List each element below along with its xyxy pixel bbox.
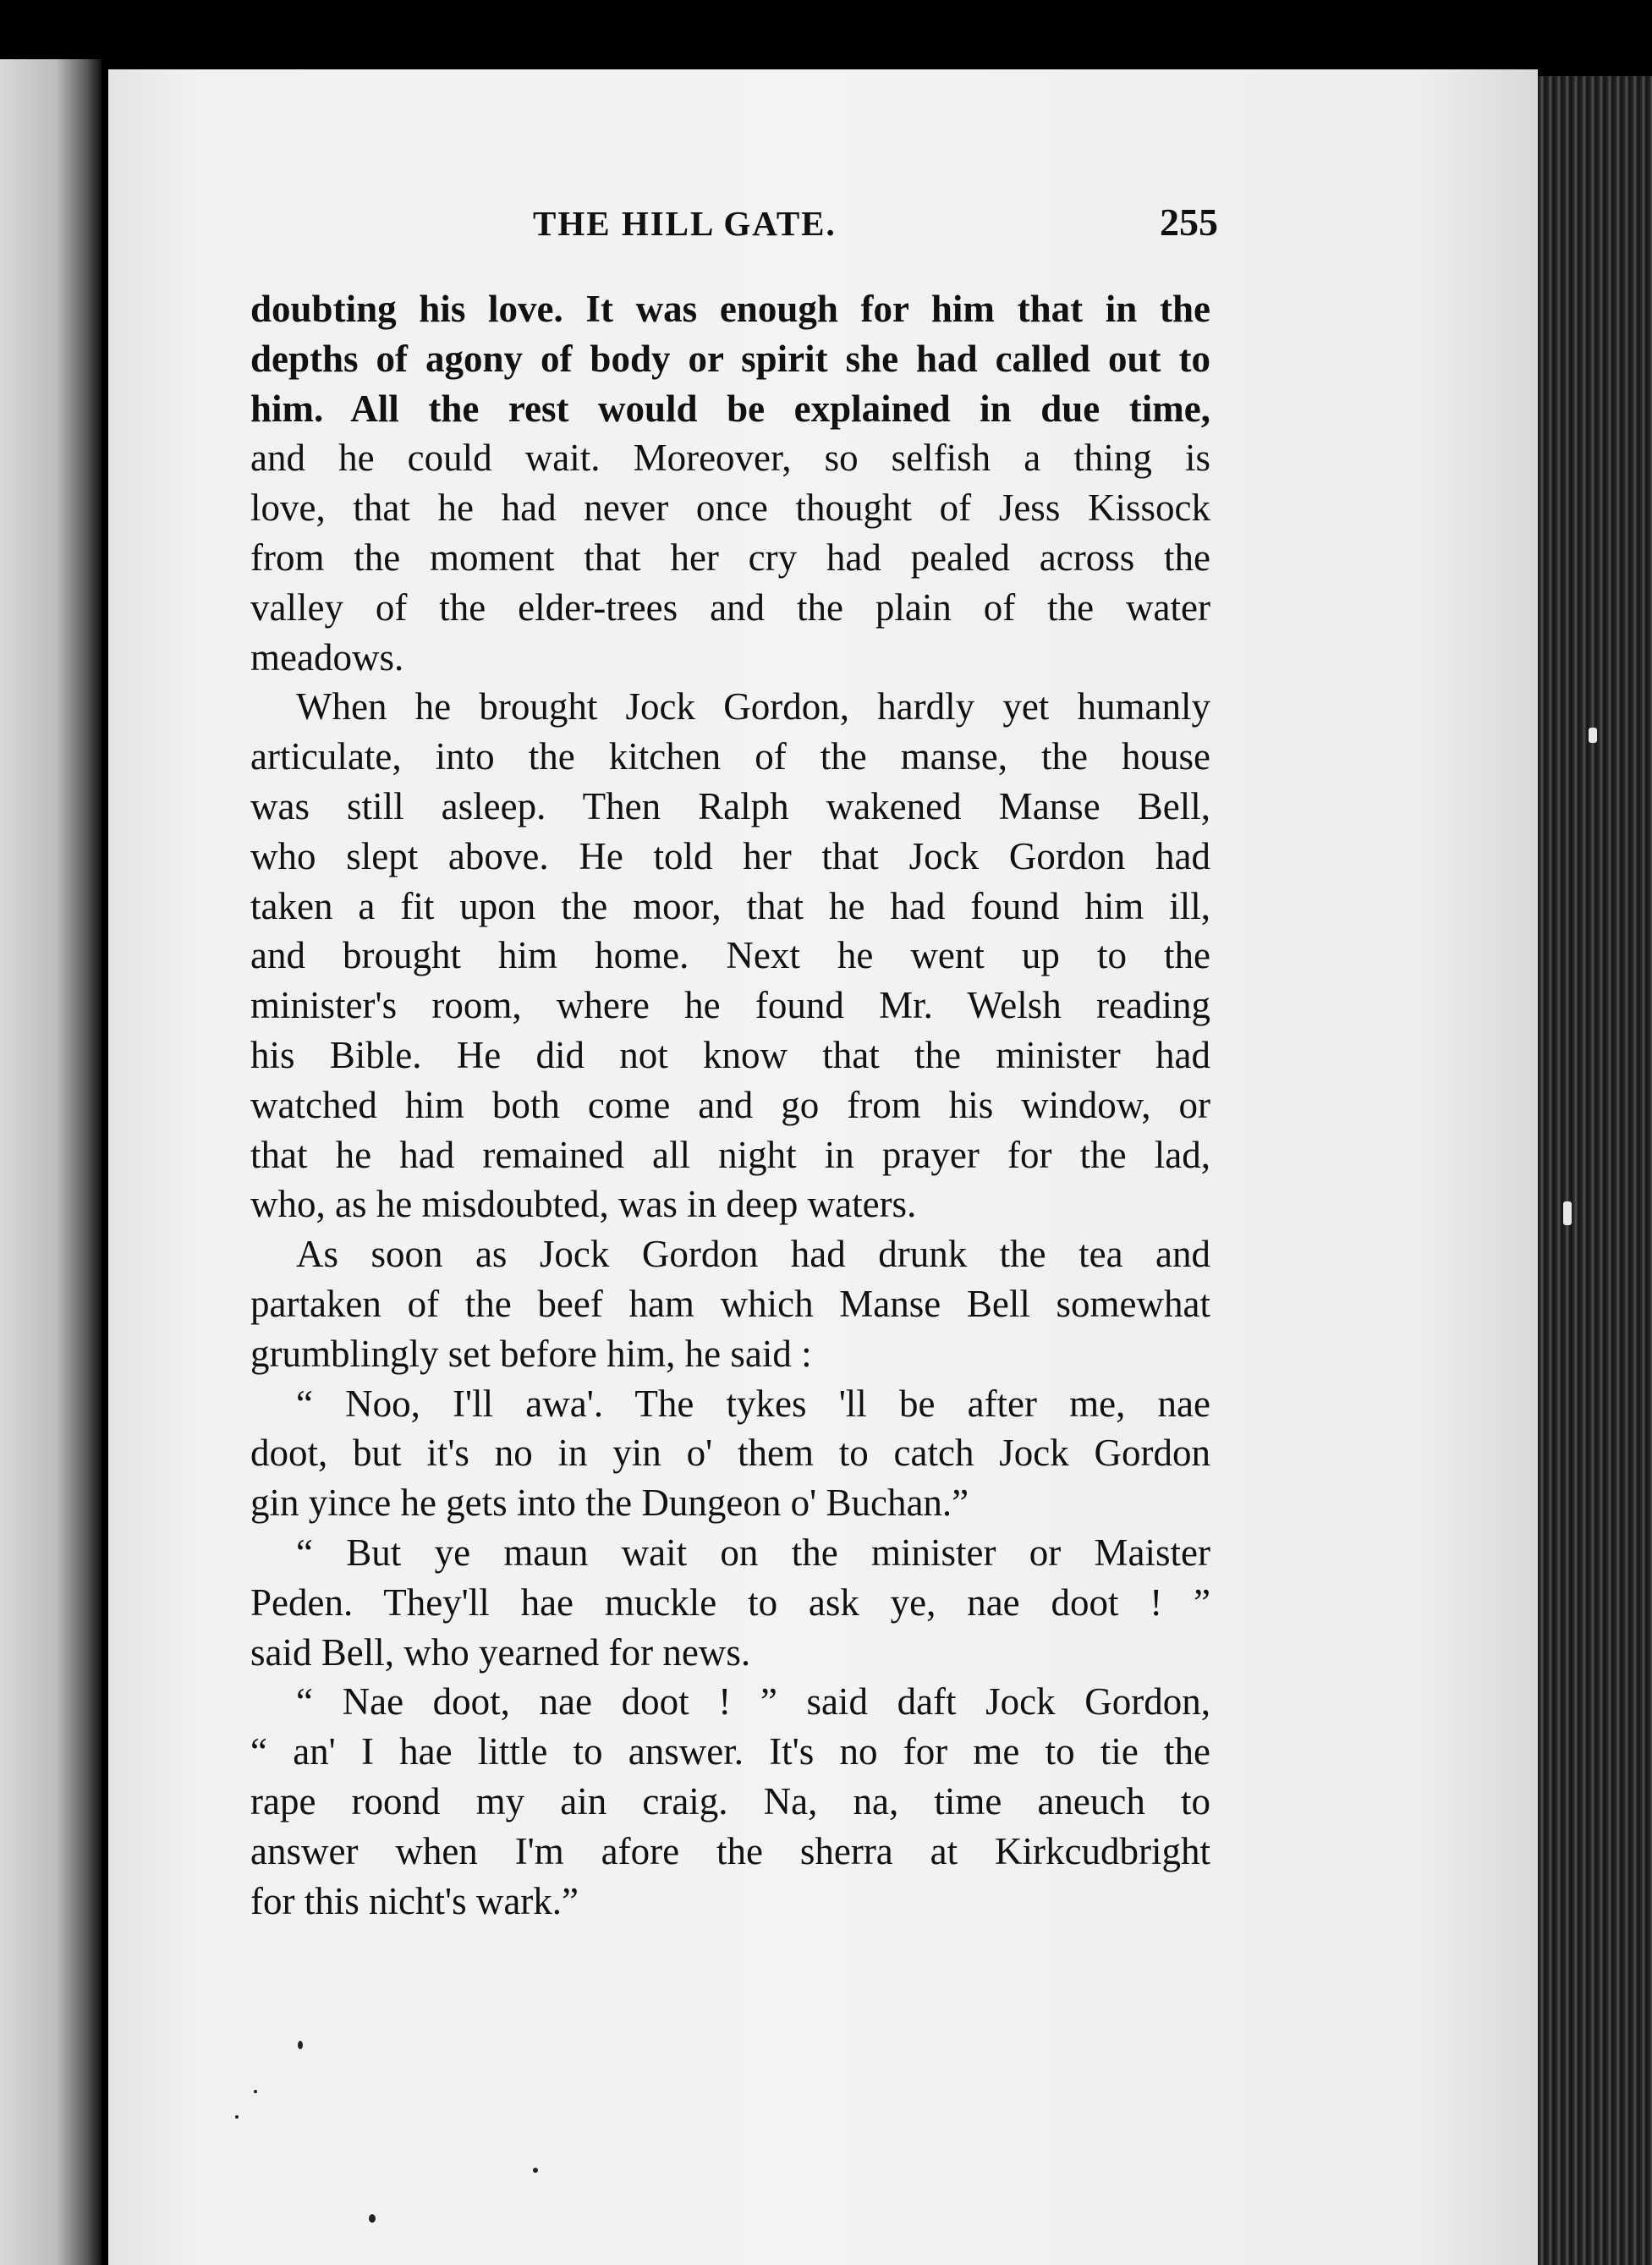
- text-line: meadows.: [250, 635, 404, 679]
- text-line: depths of agony of body or spirit she had called out to: [250, 337, 1210, 380]
- text-line: doot, but it's no in yin o' them to catch Jock Gordon: [250, 1432, 1210, 1475]
- edge-speck: [1563, 1201, 1572, 1225]
- edge-speck: [1589, 728, 1597, 743]
- text-line: taken a fit upon the moor, that he had found him ill,: [250, 884, 1210, 927]
- text-line: watched him both come and go from his window, or: [250, 1083, 1210, 1126]
- text-line: and he could wait. Moreover, so selfish a thing is: [250, 437, 1210, 480]
- text-line: and brought him home. Next he went up to the: [250, 934, 1210, 977]
- text-line: “ But ye maun wait on the minister or Maister: [296, 1531, 1210, 1574]
- text-line: from the moment that her cry had pealed across the: [250, 536, 1210, 579]
- page-speck: [298, 2041, 303, 2049]
- page-number: 255: [1160, 201, 1218, 244]
- text-line: articulate, into the kitchen of the manse, the house: [250, 735, 1210, 778]
- page-edges: [1538, 76, 1652, 2265]
- text-line: valley of the elder-trees and the plain of the water: [250, 585, 1210, 629]
- text-line: that he had remained all night in prayer for the lad,: [250, 1133, 1210, 1176]
- page-speck: [235, 2115, 239, 2119]
- text-line: As soon as Jock Gordon had drunk the tea and: [296, 1233, 1210, 1276]
- text-line: gin yince he gets into the Dungeon o' Buchan.”: [250, 1482, 969, 1525]
- text-line: Peden. They'll hae muckle to ask ye, nae doot ! ”: [250, 1581, 1210, 1624]
- text-line: said Bell, who yearned for news.: [250, 1630, 751, 1674]
- text-line: rape roond my ain craig. Na, na, time aneuch to: [250, 1779, 1210, 1822]
- text-line: was still asleep. Then Ralph wakened Manse Bell,: [250, 784, 1210, 827]
- text-line: for this nicht's wark.”: [250, 1879, 579, 1922]
- text-line: minister's room, where he found Mr. Welsh reading: [250, 984, 1210, 1027]
- text-line: partaken of the beef ham which Manse Bell somewhat: [250, 1282, 1210, 1325]
- page-speck: [369, 2214, 376, 2223]
- text-line: his Bible. He did not know that the minister had: [250, 1033, 1210, 1076]
- text-line: answer when I'm afore the sherra at Kirkcudbright: [250, 1829, 1210, 1872]
- text-line: who, as he misdoubted, was in deep waters.: [250, 1183, 917, 1226]
- text-line: him. All the rest would be explained in due time,: [250, 387, 1210, 430]
- text-line: love, that he had never once thought of Jess Kissock: [250, 487, 1210, 530]
- text-line: “ Nae doot, nae doot ! ” said daft Jock Gordon,: [296, 1680, 1210, 1723]
- body-text: [250, 284, 1210, 1926]
- text-line: “ an' I hae little to answer. It's no for me to tie the: [250, 1730, 1210, 1773]
- text-line: doubting his love. It was enough for him that in the: [250, 288, 1210, 330]
- text-line: When he brought Jock Gordon, hardly yet humanly: [296, 685, 1210, 728]
- text-line: grumblingly set before him, he said :: [250, 1332, 812, 1375]
- text-line: “ Noo, I'll awa'. The tykes 'll be after me, nae: [296, 1382, 1210, 1425]
- page-header: [245, 196, 1218, 256]
- page-speck: [533, 2168, 538, 2173]
- running-head: THE HILL GATE.: [533, 204, 837, 243]
- facing-page-edge: [0, 59, 102, 2265]
- text-line: who slept above. He told her that Jock Gordon had: [250, 834, 1210, 877]
- page-speck: [254, 2090, 257, 2093]
